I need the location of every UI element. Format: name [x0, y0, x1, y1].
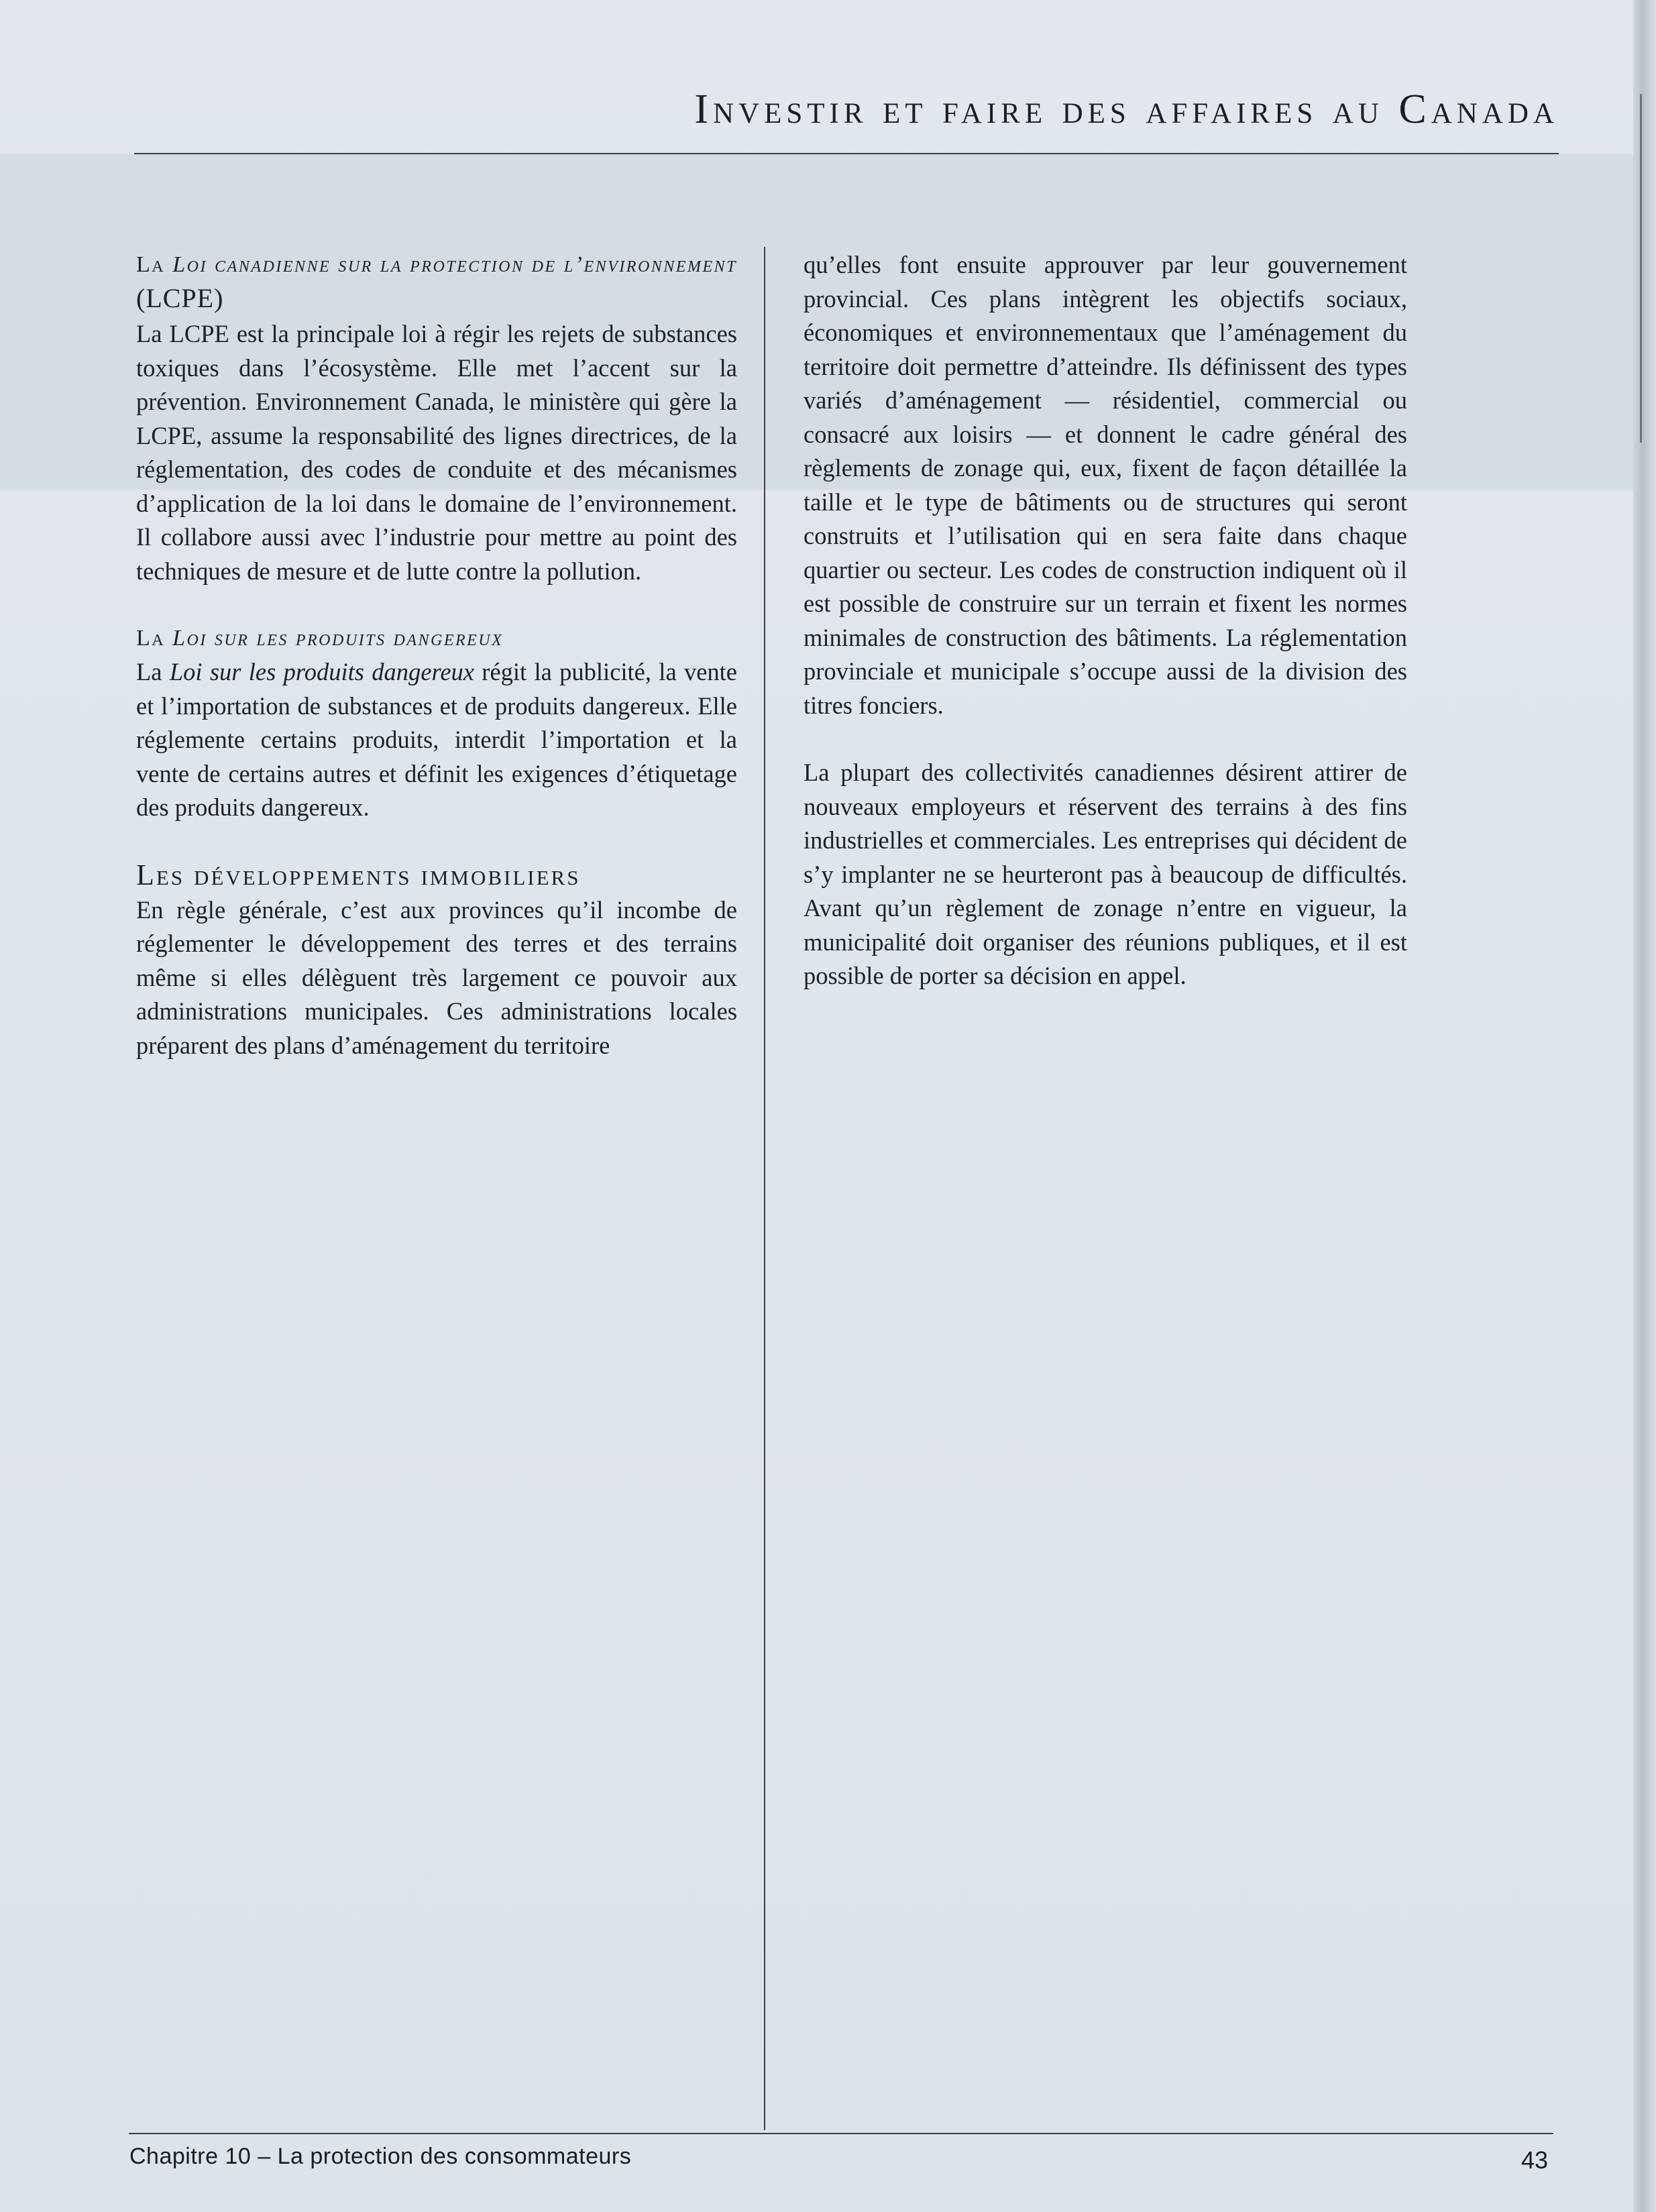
produits-paragraph: [136, 655, 737, 825]
page-number: 43: [1521, 2146, 1549, 2174]
produits-body-rest: régit la publicité, la vente et l’importation de substances et de produits dangereux. Elle réglemente certains produits, interdit l’importation et la vente de certains autres et définit les exigences d’étiquetage des produits dangereux.: [136, 658, 738, 821]
produits-heading-prefix: La: [136, 626, 173, 651]
lcpe-heading-law: Loi canadienne sur la protection de l’environnement: [172, 252, 737, 277]
immobiliers-paragraph: En règle générale, c’est aux provinces qu’il incombe de réglementer le développement des terres et des terrains même si elles délèguent très largement ce pouvoir aux administrations municipales. Ces administrations locales préparent des plans d’aménagement du territoire: [136, 895, 737, 1059]
lcpe-heading-acronym: (LCPE): [136, 283, 224, 313]
right-column: [804, 248, 1407, 993]
zoning-paragraph: qu’elles font ensuite approuver par leur gouvernement provincial. Ces plans intègrent les objectifs sociaux, économiques et environnementaux que l’aménagement du territoire doit permettre d’atteindre. Ils définissent des types variés d’aménagement — résidentiel, commercial ou consacré aux loisirs — et donnent le cadre général des règlements de zonage qui, eux, fixent de façon détaillée la taille et le type de bâtiments ou de structures qui seront construits et l’utilisation qui en sera faite dans chaque quartier ou secteur. Les codes de construction indiquent où il est possible de construire sur un terrain et fixent les normes minimales de construction des bâtiments. La réglementation provinciale et municipale s’occupe aussi de la division des titres fonciers.: [804, 251, 1407, 719]
produits-heading-law: Loi sur les produits dangereux: [172, 626, 504, 651]
footer-rule: [129, 2133, 1553, 2134]
running-header: Investir et faire des affaires au Canada: [694, 87, 1559, 132]
produits-body-law: Loi sur les produits dangereux: [169, 658, 474, 685]
collectivites-paragraph: La plupart des collectivités canadiennes désirent attirer de nouveaux employeurs et réservent des terrains à des fins industrielles et commerciales. Les entreprises qui décident de s’y implanter ne se heurteront pas à beaucoup de difficultés. Avant qu’un règlement de zonage n’entre en vigueur, la municipalité doit organiser des réunions publiques, et il est possible de porter sa décision en appel.: [804, 759, 1407, 989]
immobiliers-heading: Les développements immobiliers: [136, 858, 581, 891]
header-rule: [134, 153, 1559, 154]
lcpe-heading-prefix: La: [136, 252, 173, 277]
lcpe-paragraph: La LCPE est la principale loi à régir les rejets de substances toxiques dans l’écosystème. Elle met l’accent sur la prévention. Environnement Canada, le ministère qui gère la LCPE, assume la responsabilité des lignes directrices, de la réglementation, des codes de conduite et des mécanismes d’application de la loi dans le domaine de l’environnement. Il collabore aussi avec l’industrie pour mettre au point des techniques de mesure et de lutte contre la pollution.: [136, 320, 737, 585]
footer-chapter-title: Chapitre 10 – La protection des consommateurs: [129, 2144, 632, 2169]
lcpe-heading: [136, 248, 737, 317]
produits-body-prefix: La: [136, 658, 170, 685]
page-edge: [1633, 0, 1656, 2212]
produits-heading: [136, 622, 737, 655]
column-divider: [764, 247, 765, 2130]
left-column: [136, 248, 737, 1062]
